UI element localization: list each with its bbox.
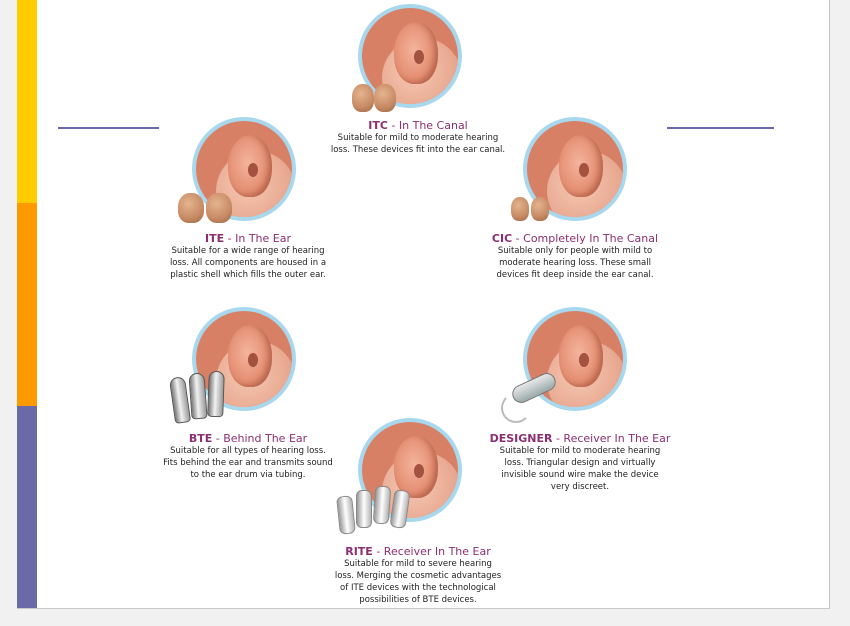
caption-bte — [135, 432, 361, 481]
line-1: Suitable for mild to moderate hearing — [337, 133, 499, 143]
line-1: Suitable for a wide range of hearing — [171, 246, 325, 256]
line-4: very discreet. — [550, 482, 610, 492]
item-title: ITC - In The Canal — [368, 119, 468, 132]
item-title: CIC - Completely In The Canal — [491, 232, 659, 245]
caption-itc — [301, 119, 535, 156]
item-title: RITE - Receiver In The Ear — [345, 545, 491, 558]
divider-line-left — [58, 127, 159, 129]
line-3: plastic shell which fills the outer ear. — [170, 270, 326, 280]
caption-ite — [135, 232, 361, 281]
line-1: Suitable for mild to moderate hearing — [499, 446, 661, 456]
line-3: to the ear drum via tubing. — [190, 470, 306, 480]
line-2: loss. Triangular design and virtually — [504, 458, 656, 468]
line-1: Suitable for mild to severe hearing — [344, 559, 492, 569]
line-1: Suitable only for people with mild to — [497, 246, 653, 256]
item-title: BTE - Behind The Ear — [188, 432, 308, 445]
line-2: moderate hearing loss. These small — [499, 258, 651, 268]
caption-rite — [308, 545, 528, 606]
line-2: loss. Merging the cosmetic advantages — [334, 571, 502, 581]
line-4: possibilities of BTE devices. — [359, 595, 477, 605]
caption-cic — [470, 232, 680, 281]
item-title: ITE - In The Ear — [205, 232, 291, 245]
color-stripe-orange — [17, 203, 37, 406]
line-2: loss. These devices fit into the ear canal. — [330, 145, 506, 155]
caption-designer — [480, 432, 680, 493]
color-stripe-yellow — [17, 0, 37, 203]
item-title: DESIGNER - Receiver In The Ear — [489, 432, 671, 445]
content-page — [17, 0, 830, 609]
line-1: Suitable for all types of hearing loss. — [170, 446, 326, 456]
line-3: devices fit deep inside the ear canal. — [496, 270, 654, 280]
line-3: of ITE devices with the technological — [340, 583, 496, 593]
divider-line-right — [667, 127, 774, 129]
line-2: loss. All components are housed in a — [169, 258, 327, 268]
line-2: Fits behind the ear and transmits sound — [163, 458, 333, 468]
color-stripe-purple — [17, 406, 37, 608]
line-3: invisible sound wire make the device — [501, 470, 659, 480]
